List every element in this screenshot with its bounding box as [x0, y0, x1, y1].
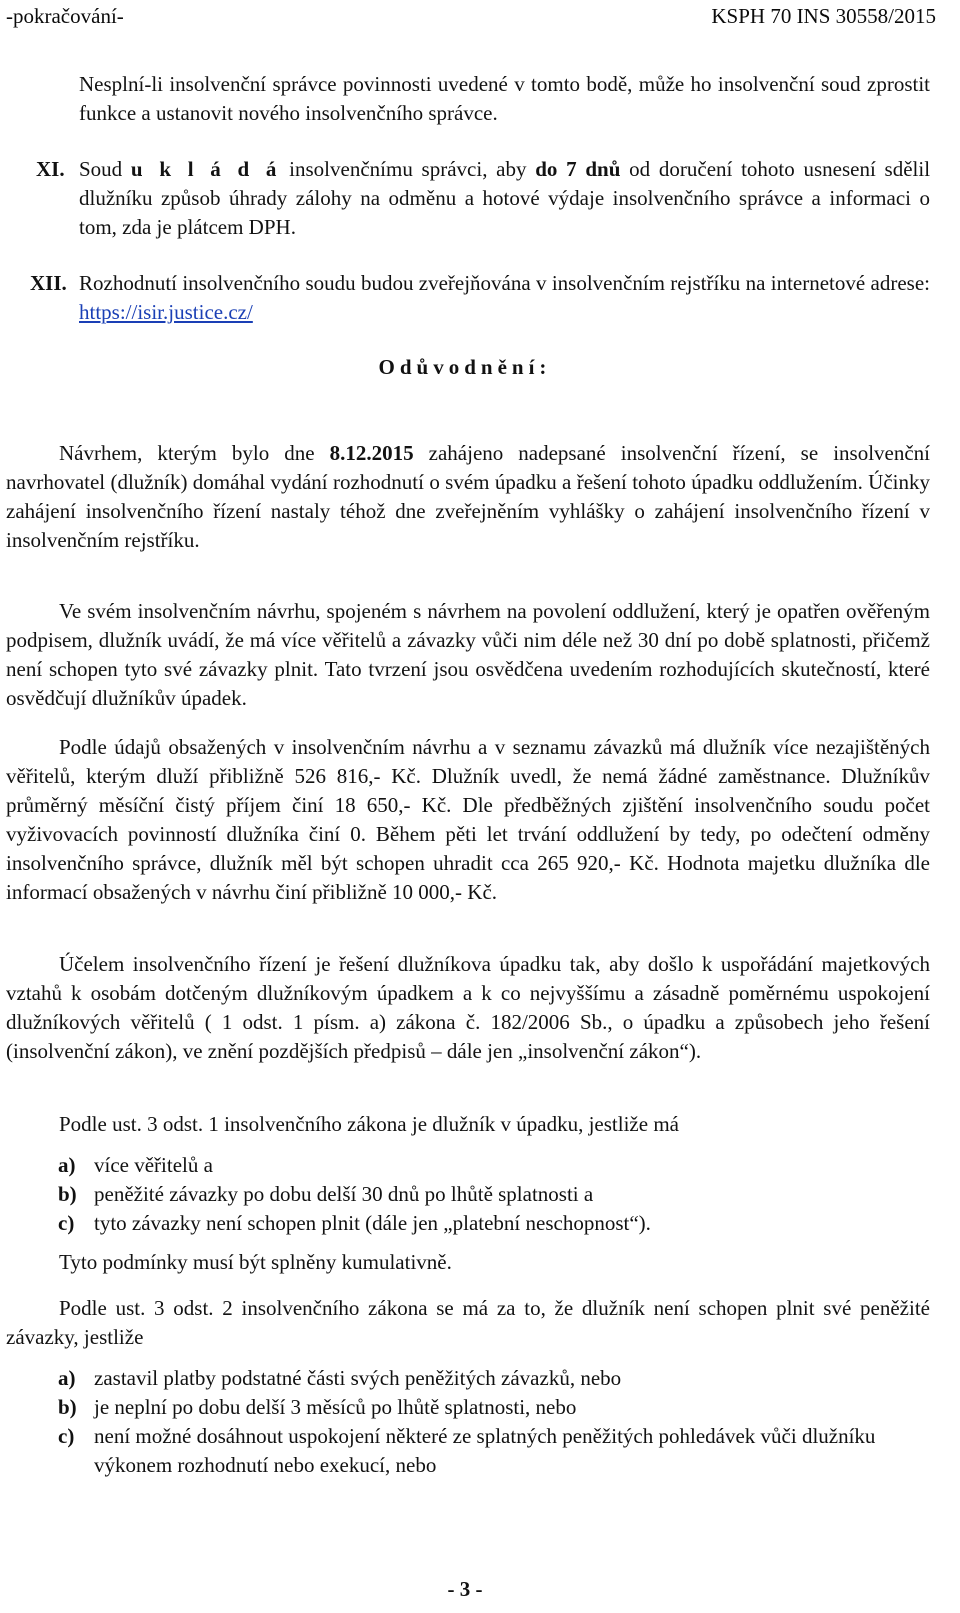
list-item	[58, 1393, 930, 1422]
list-item	[58, 1180, 930, 1209]
list-item-label: b)	[58, 1182, 77, 1206]
page-number: - 3 -	[447, 1577, 483, 1601]
paragraph-3: Podle údajů obsažených v insolvenčním návrhu a v seznamu závazků má dlužník více nezajištěných věřitelů, kterým dluží přibližně 526 816,- Kč. Dlužník uvedl, že nemá žádné zaměstnance. Dlužníkův průměrný měsíční čistý příjem činí 18 650,- Kč. Dle předběžných zjištění insolvenčního soudu počet vyživovacích povinností dlužníka činí 0. Během pěti let trvání oddlužení by tedy, po odečtení odměny insolvenčního správce, dlužník měl být schopen uhradit cca 265 920,- Kč. Hodnota majetku dlužníka dle informací obsažených v návrhu činí přibližně 10 000,- Kč.	[6, 735, 930, 904]
header-continuation: -pokračování-	[6, 4, 124, 28]
item-xi-text	[79, 155, 930, 242]
list-item-label: b)	[58, 1395, 77, 1419]
item-xii-number: XII.	[30, 271, 67, 295]
item-xi-bold-uklada: u k l á d á	[130, 157, 281, 181]
item-xi-t2: insolvenčnímu správci, aby	[289, 157, 527, 181]
item-xii-text	[79, 269, 930, 327]
list-item-text: není možné dosáhnout uspokojení některé ze splatných peněžitých pohledávek vůči dlužníku výkonem rozhodnutí nebo exekucí, nebo	[94, 1424, 876, 1477]
p1-t1: Návrhem, kterým bylo dne	[59, 441, 315, 465]
list-item-text: tyto závazky není schopen plnit (dále jen „platební neschopnost“).	[94, 1211, 651, 1235]
list-item	[58, 1209, 930, 1238]
paragraph-intro: Nesplní-li insolvenční správce povinnosti uvedené v tomto bodě, může ho insolvenční soud zprostit funkce a ustanovit nového insolvenčního správce.	[79, 72, 930, 125]
paragraph-6: Tyto podmínky musí být splněny kumulativně.	[59, 1250, 452, 1274]
list-item-text: peněžité závazky po dobu delší 30 dnů po lhůtě splatnosti a	[94, 1182, 594, 1206]
list-item-label: c)	[58, 1424, 75, 1448]
reasoning-title: Odůvodnění:	[378, 355, 552, 379]
paragraph-7: Podle ust. 3 odst. 2 insolvenčního zákona se má za to, že dlužník není schopen plnit své peněžité závazky, jestliže	[6, 1296, 930, 1349]
item-xi-number: XI.	[36, 157, 65, 181]
header-case-number: KSPH 70 INS 30558/2015	[711, 4, 936, 28]
paragraph-2: Ve svém insolvenčním návrhu, spojeném s návrhem na povolení oddlužení, který je opatřen ověřeným podpisem, dlužník uvádí, že má více věřitelů a závazky vůči nim déle než 30 dní po době splatnosti, přičemž není schopen tyto své závazky plnit. Tato tvrzení jsou osvědčena uvedením rozhodujících skutečností, které osvědčují dlužníkův úpadek.	[6, 599, 930, 710]
item-xi-t1: Soud	[79, 157, 123, 181]
list-item	[58, 1422, 930, 1480]
item-xi-t3: od doručení tohoto usnesení sdělil dlužníku způsob úhrady zálohy na odměnu a hotové výdaje insolvenčního správce a informaci o tom, zda je plátcem DPH.	[79, 157, 931, 239]
list-item-text: více věřitelů a	[94, 1153, 213, 1177]
list-item	[58, 1151, 930, 1180]
list-conditions	[58, 1151, 930, 1238]
paragraph-1	[6, 439, 930, 555]
item-xi-bold-deadline: do 7 dnů	[535, 157, 621, 181]
p1-date: 8.12.2015	[329, 441, 414, 465]
list-item-label: a)	[58, 1153, 76, 1177]
list-item-label: c)	[58, 1211, 75, 1235]
paragraph-5: Podle ust. 3 odst. 1 insolvenčního zákona je dlužník v úpadku, jestliže má	[59, 1112, 679, 1136]
p1-t2: zahájeno nadepsané insolvenční řízení, se insolvenční navrhovatel (dlužník) domáhal vydání rozhodnutí o svém úpadku a řešení tohoto úpadku oddlužením. Účinky zahájení insolvenčního řízení nastaly téhož dne zveřejněním vyhlášky o zahájení insolvenčního řízení v insolvenčním rejstříku.	[6, 441, 931, 552]
list-item-text: zastavil platby podstatné části svých peněžitých závazků, nebo	[94, 1366, 622, 1390]
list-item-text: je neplní po dobu delší 3 měsíců po lhůtě splatnosti, nebo	[94, 1395, 577, 1419]
isir-link[interactable]: https://isir.justice.cz/	[79, 300, 253, 324]
list-item-label: a)	[58, 1366, 76, 1390]
list-presumptions	[58, 1364, 930, 1480]
item-xii-t1: Rozhodnutí insolvenčního soudu budou zveřejňována v insolvenčním rejstříku na internetové adrese:	[79, 271, 930, 295]
paragraph-4: Účelem insolvenčního řízení je řešení dlužníkova úpadku tak, aby došlo k uspořádání majetkových vztahů k osobám dotčeným dlužníkovým úpadkem a k co nejvyššímu a zásadně poměrnému uspokojení dlužníkových věřitelů ( 1 odst. 1 písm. a) zákona č. 182/2006 Sb., o úpadku a způsobech jeho řešení (insolvenční zákon), ve znění pozdějších předpisů – dále jen „insolvenční zákon“).	[6, 952, 930, 1063]
list-item	[58, 1364, 930, 1393]
